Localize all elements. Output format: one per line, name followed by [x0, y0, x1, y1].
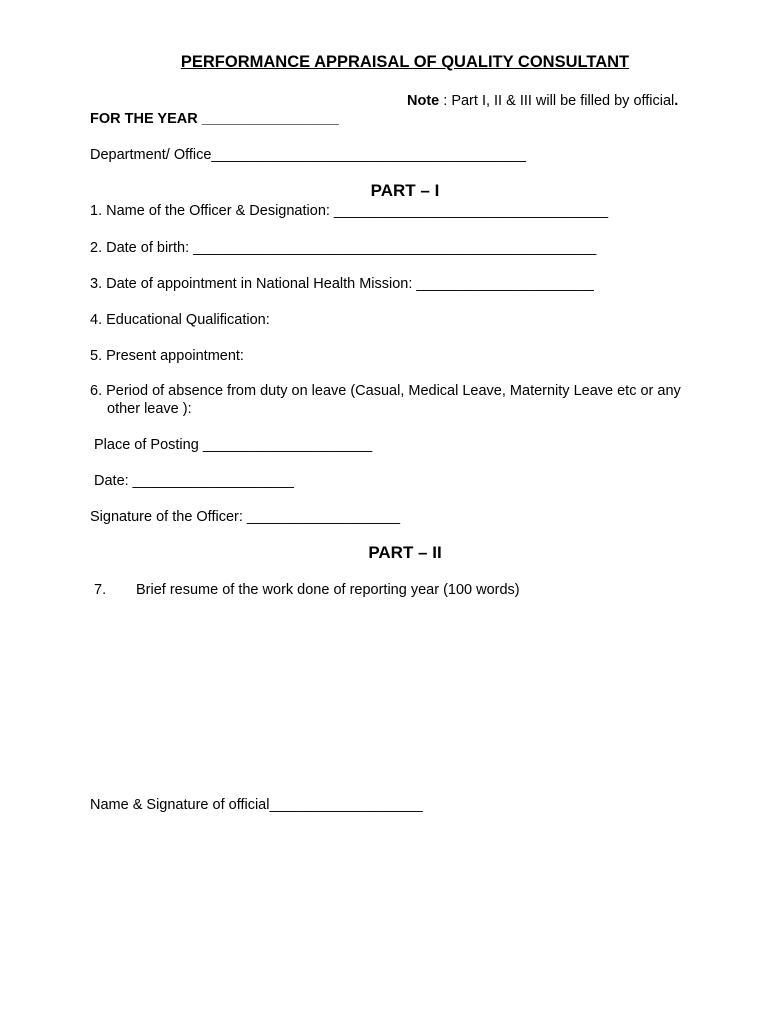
- item-7-number: 7.: [94, 582, 107, 598]
- part-2-heading: PART – II: [368, 543, 442, 562]
- part-1-heading: PART – I: [370, 181, 440, 200]
- official-signature-field[interactable]: Name & Signature of official___________________: [90, 797, 423, 813]
- note-text: : Part I, II & III will be filled by official: [439, 93, 675, 109]
- note-line: [407, 92, 678, 110]
- page-title: PERFORMANCE APPRAISAL OF QUALITY CONSULTANT: [180, 53, 630, 71]
- date-field[interactable]: Date: ____________________: [94, 473, 294, 489]
- place-of-posting-field[interactable]: Place of Posting _____________________: [94, 437, 373, 453]
- absence-period-field[interactable]: 6. Period of absence from duty on leave (Casual, Medical Leave, Maternity Leave etc or any: [90, 383, 681, 399]
- note-label: Note: [407, 93, 440, 109]
- date-of-birth-field[interactable]: 2. Date of birth: __________________________________________________: [90, 240, 597, 256]
- department-field[interactable]: Department/ Office_______________________________________: [90, 147, 526, 163]
- officer-signature-field[interactable]: Signature of the Officer: ___________________: [90, 509, 401, 525]
- appointment-date-field[interactable]: 3. Date of appointment in National Health Mission: ______________________: [90, 276, 594, 292]
- work-resume-label: Brief resume of the work done of reporting year (100 words): [136, 582, 520, 598]
- absence-period-continuation: other leave ):: [107, 401, 192, 417]
- note-end: .: [674, 93, 679, 109]
- educational-qualification-field[interactable]: 4. Educational Qualification:: [90, 312, 270, 328]
- officer-name-field[interactable]: 1. Name of the Officer & Designation: __________________________________: [90, 203, 609, 219]
- present-appointment-field[interactable]: 5. Present appointment:: [90, 348, 244, 364]
- year-field[interactable]: FOR THE YEAR _________________: [90, 111, 339, 127]
